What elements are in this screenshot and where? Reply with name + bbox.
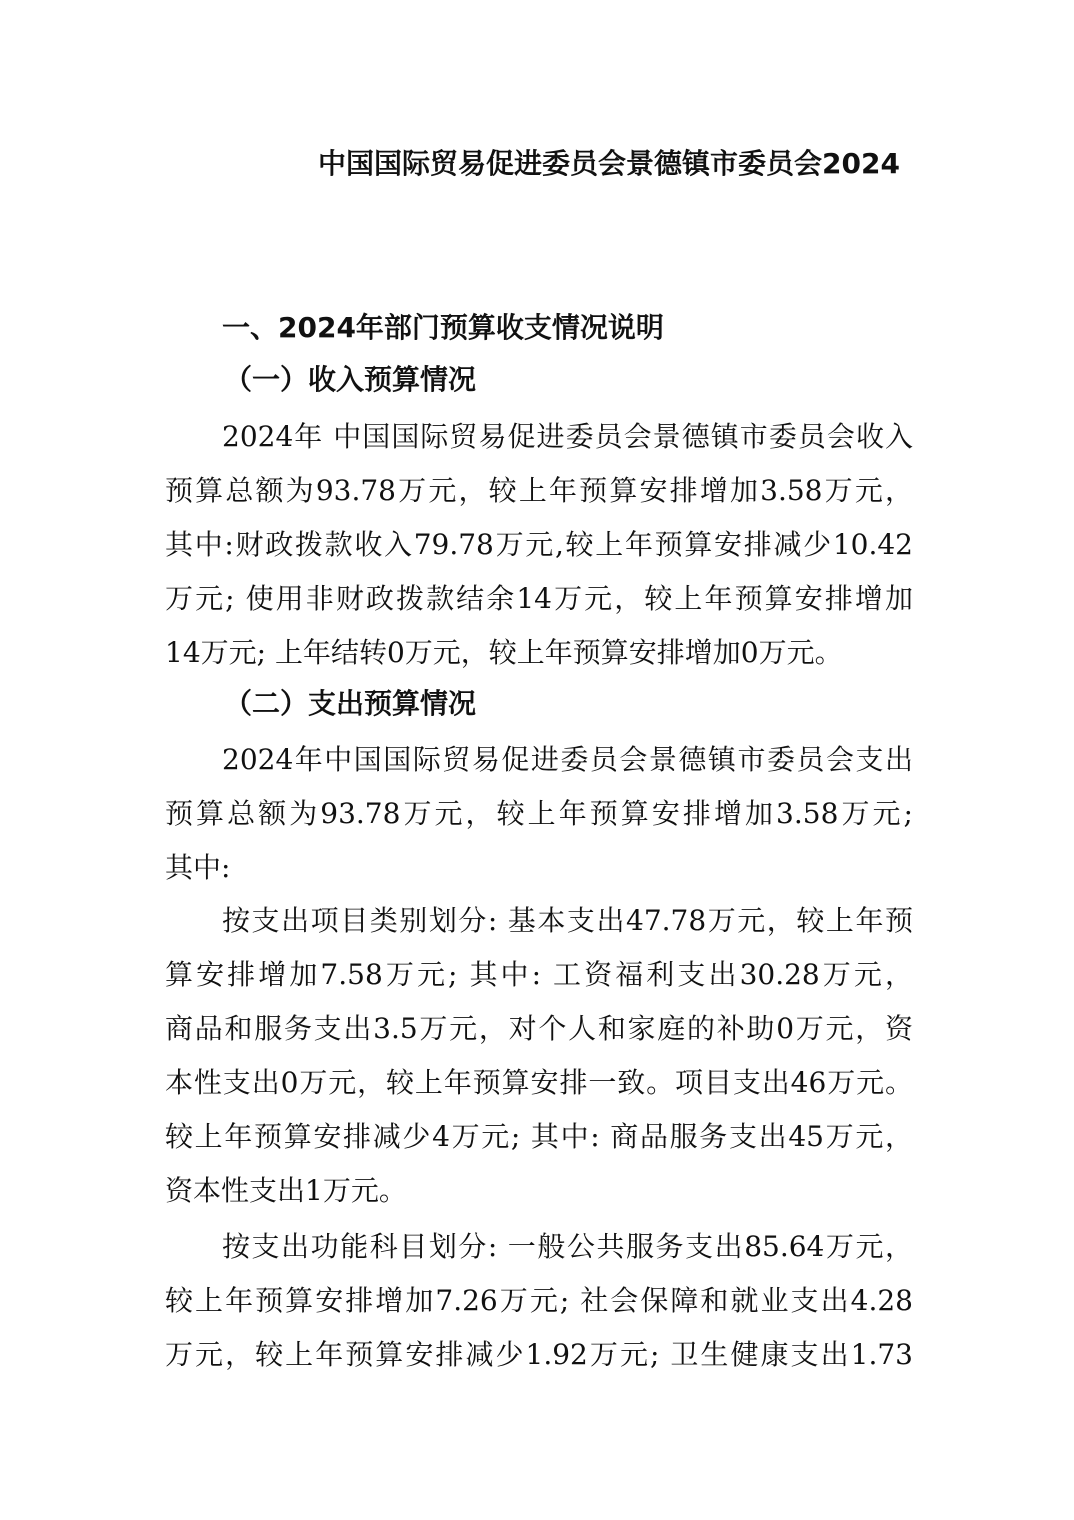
paragraph-line: 2024年中国国际贸易促进委员会景德镇市委员会支出 bbox=[222, 743, 913, 776]
paragraph-line: 本性支出0万元，较上年预算安排一致。项目支出46万元。 bbox=[165, 1066, 913, 1099]
paragraph-line: 其中: bbox=[165, 851, 231, 884]
paragraph-line: 预算总额为93.78万元，较上年预算安排增加3.58万元， bbox=[165, 474, 913, 507]
paragraph-line: 2024年 中国国际贸易促进委员会景德镇市委员会收入 bbox=[222, 420, 913, 453]
paragraph-line: 其中:财政拨款收入79.78万元,较上年预算安排减少10.42 bbox=[165, 528, 913, 561]
paragraph-line: 按支出项目类别划分: 基本支出47.78万元，较上年预 bbox=[222, 904, 913, 937]
paragraph-line: 14万元; 上年结转0万元，较上年预算安排增加0万元。 bbox=[165, 636, 843, 669]
section-heading-budget-overview: 一、2024年部门预算收支情况说明 bbox=[222, 311, 664, 344]
expense-by-category-paragraph bbox=[165, 894, 913, 1218]
paragraph-line: 较上年预算安排增加7.26万元; 社会保障和就业支出4.28 bbox=[165, 1284, 913, 1317]
subheading-income: （一）收入预算情况 bbox=[224, 363, 477, 396]
subheading-expense: （二）支出预算情况 bbox=[224, 687, 477, 720]
paragraph-line: 商品和服务支出3.5万元，对个人和家庭的补助0万元，资 bbox=[165, 1012, 913, 1045]
income-paragraph bbox=[165, 410, 913, 680]
paragraph-line: 预算总额为93.78万元，较上年预算安排增加3.58万元; bbox=[165, 797, 913, 830]
paragraph-line: 较上年预算安排减少4万元; 其中: 商品服务支出45万元， bbox=[165, 1120, 913, 1153]
expense-by-function-paragraph bbox=[165, 1220, 913, 1382]
paragraph-line: 资本性支出1万元。 bbox=[165, 1174, 407, 1207]
paragraph-line: 万元; 使用非财政拨款结余14万元，较上年预算安排增加 bbox=[165, 582, 913, 615]
paragraph-line: 按支出功能科目划分: 一般公共服务支出85.64万元， bbox=[222, 1230, 913, 1263]
document-title: 中国国际贸易促进委员会景德镇市委员会2024 bbox=[318, 147, 900, 180]
paragraph-line: 算安排增加7.58万元; 其中: 工资福利支出30.28万元， bbox=[165, 958, 913, 991]
expense-intro-paragraph bbox=[165, 733, 913, 895]
paragraph-line: 万元，较上年预算安排减少1.92万元; 卫生健康支出1.73 bbox=[165, 1338, 913, 1371]
